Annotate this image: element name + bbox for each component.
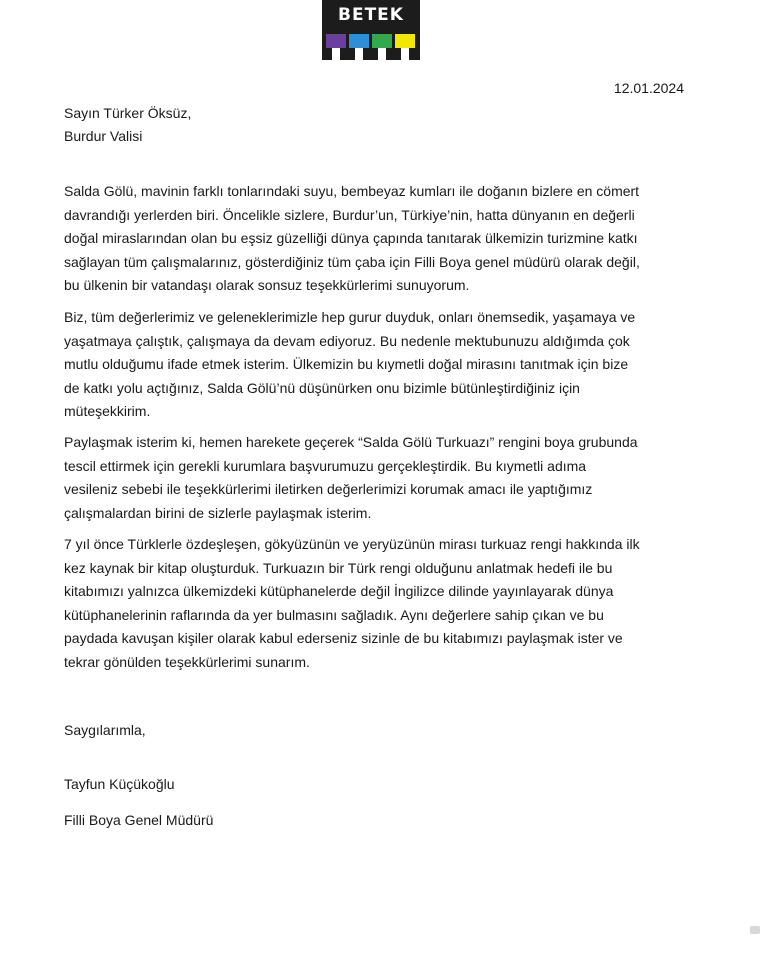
- swatch-blue: [349, 34, 369, 48]
- scan-artifact: [750, 926, 760, 934]
- signer-title: Filli Boya Genel Müdürü: [64, 812, 214, 828]
- logo-gap: [378, 48, 386, 60]
- logo-gap: [332, 48, 340, 60]
- swatch-green: [372, 34, 392, 48]
- recipient-block: [64, 102, 191, 148]
- swatch-purple: [326, 34, 346, 48]
- closing-salutation: Saygılarımla,: [64, 722, 146, 738]
- letter-date: 12.01.2024: [613, 80, 684, 96]
- paragraph-3: Paylaşmak isterim ki, hemen harekete geçerek “Salda Gölü Turkuazı” rengini boya grubunda tescil ettirmek için gerekli kurumlara başvurumuzu gerçekleştirdik. Bu kıymetli adıma vesileniz sebebi ile teşekkürlerimi iletirken değerlerimizi korumak amacı ile yaptığımız çalışmalardan birini de sizlerle paylaşmak isterim.: [64, 434, 638, 521]
- logo-wordmark-bar: [322, 0, 420, 32]
- logo-gap: [355, 48, 363, 60]
- signer-name: Tayfun Küçükoğlu: [64, 776, 175, 792]
- recipient-title: Burdur Valisi: [64, 128, 143, 144]
- paragraph-2: Biz, tüm değerlerimiz ve geleneklerimizle hep gurur duyduk, onları önemsedik, yaşamaya ve yaşatmaya çalıştık, çalışmaya da devam ediyoruz. Bu nedenle mektubunuzu aldığımda çok mutlu olduğumu ifade etmek isterim. Ülkemizin bu kıymetli doğal mirasını tanıtmak için bize de katkı yolu açtığınız, Salda Gölü’nü düşünürken onu bizimle bütünleştirdiğiniz için müteşekkirim.: [64, 309, 636, 419]
- paragraph-4: 7 yıl önce Türklerle özdeşleşen, gökyüzünün ve yeryüzünün mirası turkuaz rengi hakkında ilk kez kaynak bir kitap oluşturduk. Turkuazın bir Türk rengi olduğunu anlatmak hedefi ile bu kitabımızı yalnızca ülkemizdeki kütüphanelerde değil İngilizce dilinde yayınlayarak dünya kütüphanelerinin raflarında da yer bulmasını sağladık. Aynı değerlere sahip çıkan ve bu paydada kavuşan kişiler olarak kabul ederseniz sizinle de bu kitabımızı paylaşmak ister ve tekrar gönülden teşekkürlerimi sunarım.: [64, 536, 640, 670]
- recipient-name: Sayın Türker Öksüz,: [64, 105, 192, 121]
- betek-logo: [322, 0, 420, 60]
- logo-text: BETEK: [338, 5, 404, 25]
- swatch-yellow: [395, 34, 415, 48]
- paragraph-1: Salda Gölü, mavinin farklı tonlarındaki suyu, bembeyaz kumları ile doğanın bizlere en cömert davrandığı yerlerden biri. Öncelikle sizlere, Burdur’un, Türkiye’nin, hatta dünyanın en değerli doğal miraslarından olan bu eşsiz güzelliği dünya çapında tanıtarak ülkemizin turizmine katkı sağlayan tüm çalışmalarınız, gösterdiğiniz tüm çaba için Filli Boya genel müdürü olarak değil, bu ülkenin bir vatandaşı olarak sonsuz teşekkürlerimi sunuyorum.: [64, 183, 640, 293]
- logo-gap: [401, 48, 409, 60]
